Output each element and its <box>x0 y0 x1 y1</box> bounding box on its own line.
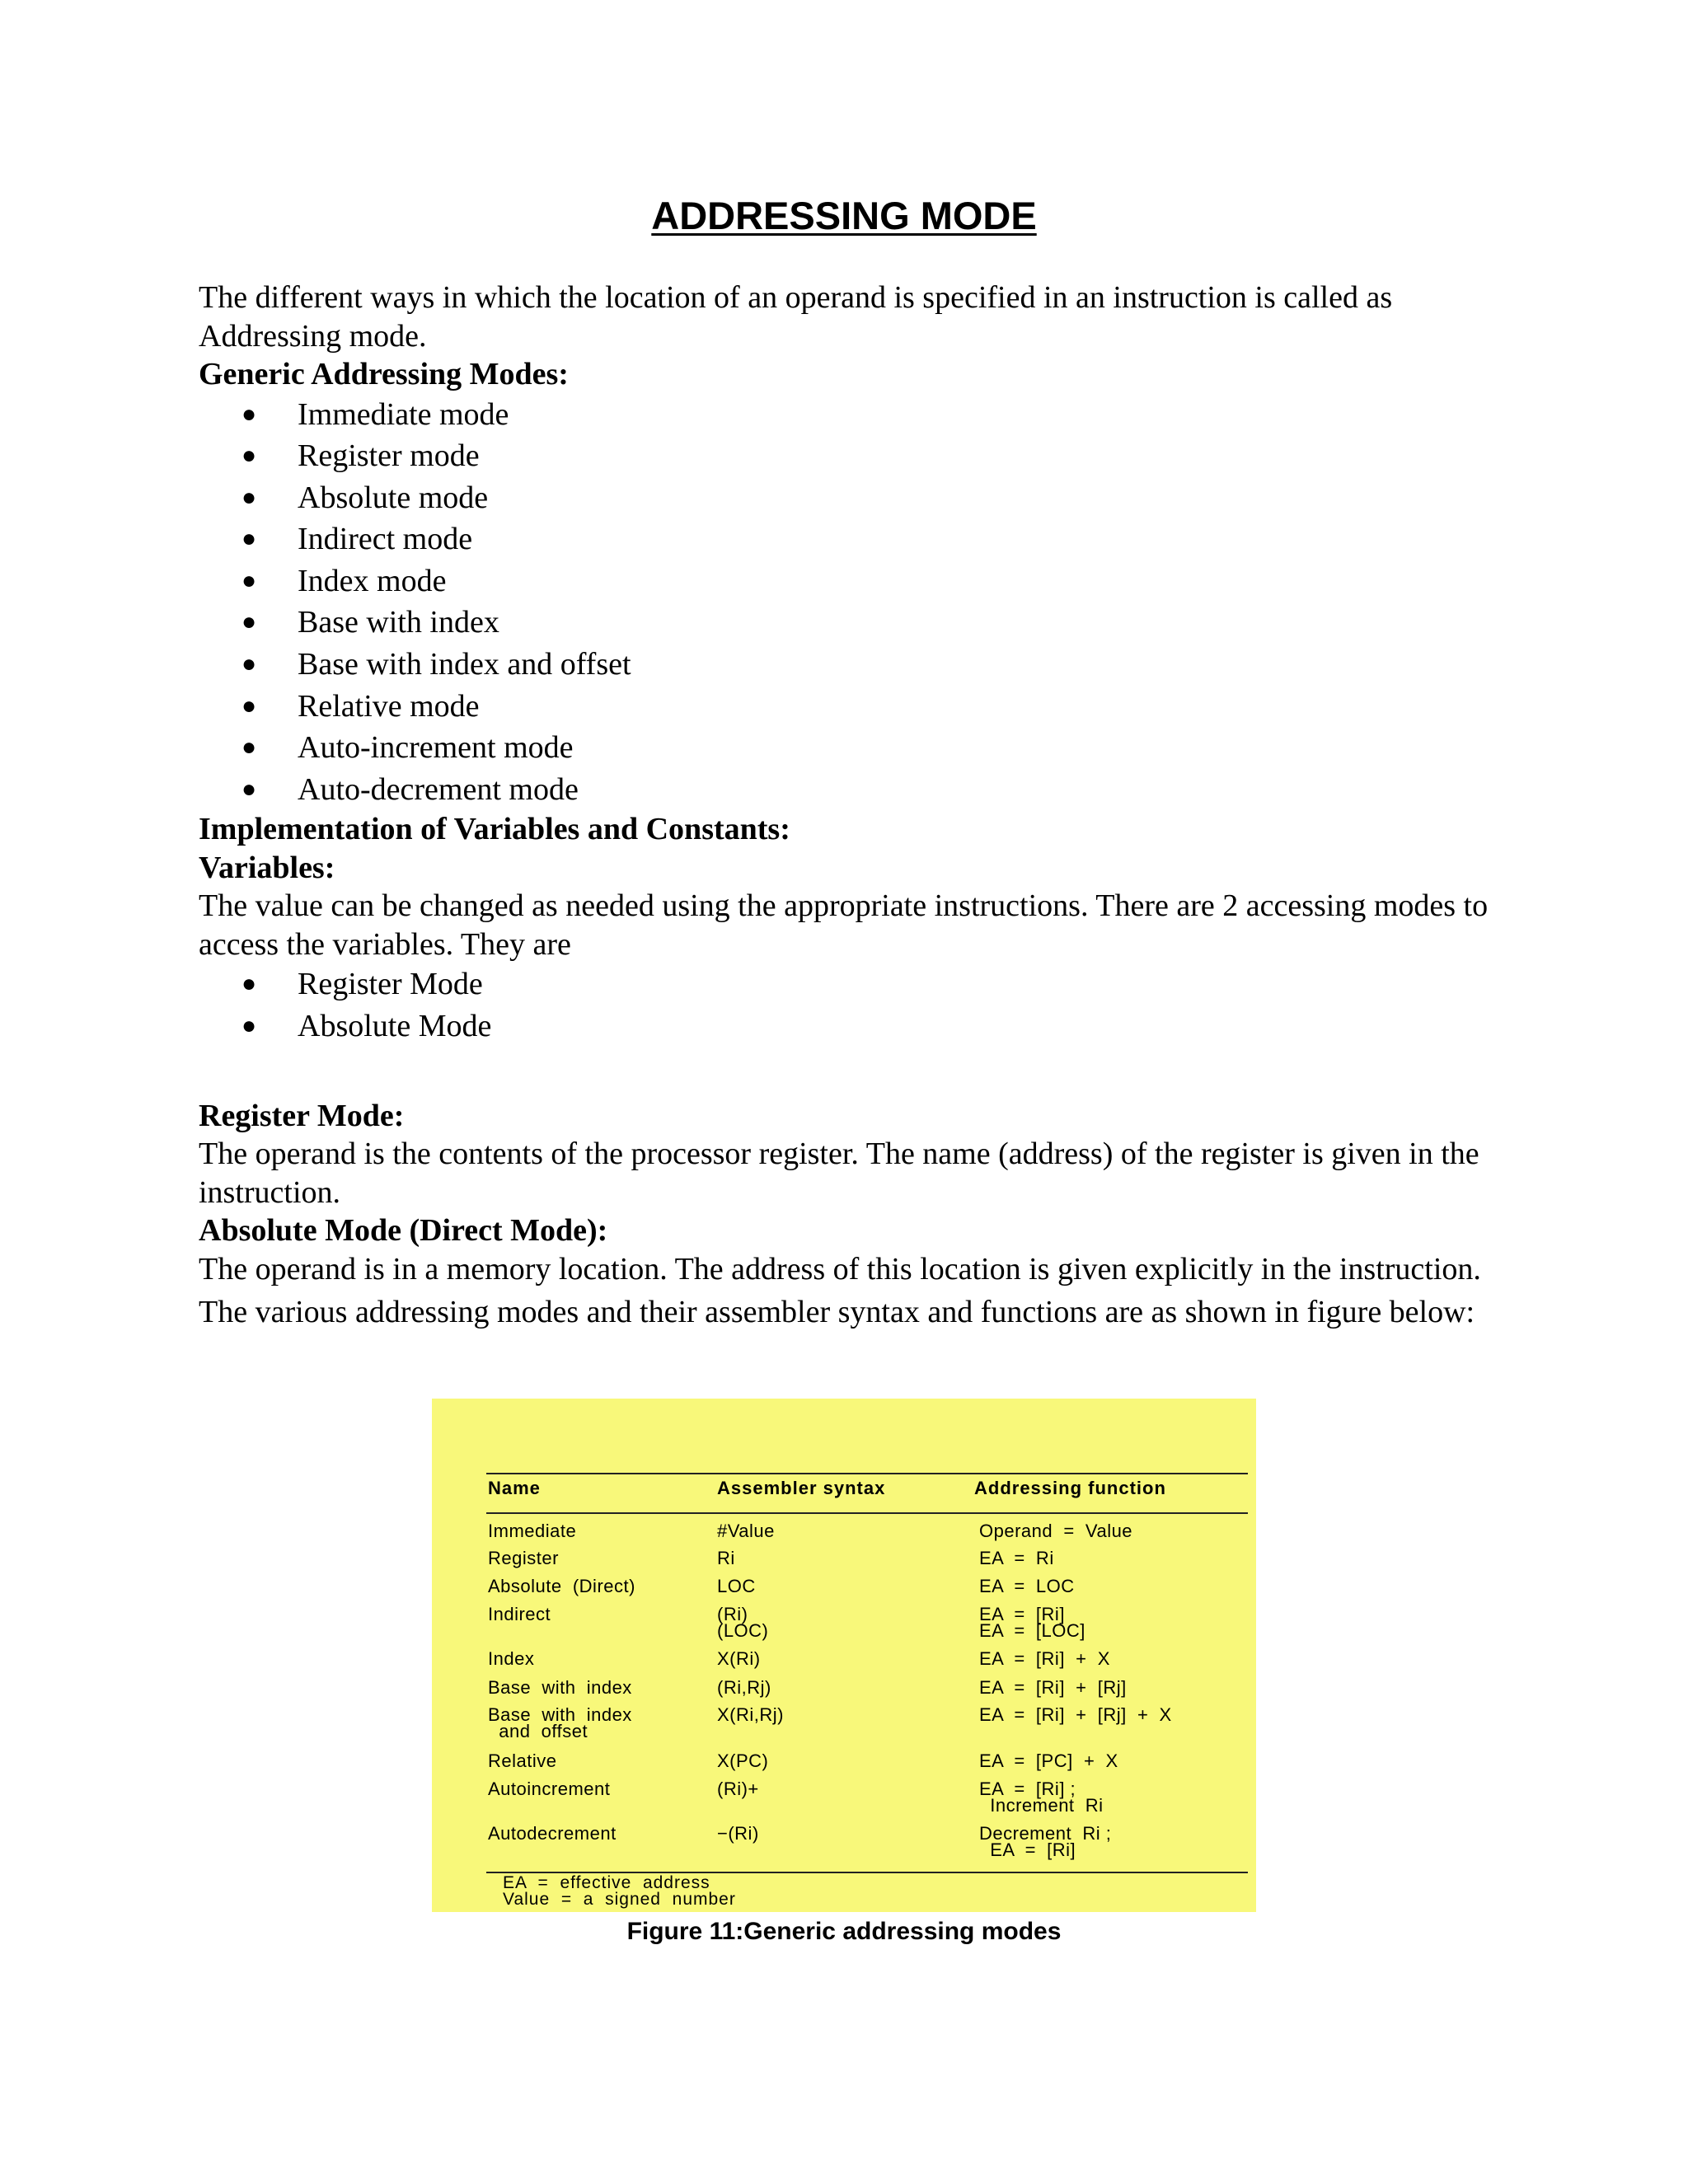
table-header-syntax: Assembler syntax <box>717 1478 886 1498</box>
list-item: ● Register mode <box>199 435 1493 477</box>
document-body <box>199 279 1493 1332</box>
list-item: ● Relative mode <box>199 686 1493 728</box>
implementation-heading: Implementation of Variables and Constants: <box>199 812 790 847</box>
variables-heading: Variables: <box>199 850 335 885</box>
register-mode-paragraph: The operand is the contents of the processor register. The name (address) of the register is given in the instruction. <box>199 1137 1479 1210</box>
intro-paragraph: The different ways in which the location of an operand is specified in an instruction is called as Addressing mode. <box>199 280 1393 354</box>
bullet-icon: ● <box>241 733 257 762</box>
table-header-name: Name <box>488 1478 541 1498</box>
bullet-icon: ● <box>241 566 257 594</box>
variable-modes-list <box>199 963 1493 1047</box>
generic-modes-list <box>199 394 1493 811</box>
table-header-function: Addressing function <box>974 1478 1166 1498</box>
table-legend: EA = effective address Value = a signed number <box>503 1873 736 1909</box>
variables-paragraph: The value can be changed as needed using the appropriate instructions. There are 2 accessing modes to access the variables. They are <box>199 888 1489 962</box>
list-item: ● Base with index and offset <box>199 644 1493 686</box>
bullet-icon: ● <box>241 691 257 719</box>
list-item: ● Absolute Mode <box>199 1005 1493 1047</box>
figure-caption: Figure 11:Generic addressing modes <box>626 1918 1062 1945</box>
page-title: ADDRESSING MODE <box>651 194 1037 237</box>
bullet-icon: ● <box>241 400 257 428</box>
bullet-icon: ● <box>241 1012 257 1040</box>
bullet-icon: ● <box>241 525 257 553</box>
bullet-icon: ● <box>241 775 257 803</box>
bullet-icon: ● <box>241 970 257 998</box>
figure-intro-paragraph: The various addressing modes and their assembler syntax and functions are as shown in figure below: <box>199 1295 1475 1330</box>
addressing-modes-figure: Name Assembler syntax Addressing function Immediate #Value Operand = Value Register Ri EA = Ri Absolute (Direct) LOC EA = LOC Indirect (Ri) (LOC) EA = [Ri] EA = [LOC] Index X(Ri) EA = [Ri] + X Base with index (Ri,Rj) EA = [Ri] + [Rj] Base with index and offset X(Ri,Rj) EA = [Ri] + [Rj] + X Relative X(PC) EA = [PC] + X Autoincrement (Ri)+ EA = [Ri] ; Increment Ri Autodecrement −(Ri) Decrement Ri ; EA = [Ri] EA = effective address Value = a signed number <box>432 1399 1256 1912</box>
list-item: ● Immediate mode <box>199 394 1493 436</box>
list-item: ● Register Mode <box>199 963 1493 1005</box>
list-item: ● Base with index <box>199 602 1493 644</box>
generic-modes-heading: Generic Addressing Modes: <box>199 357 569 391</box>
bullet-icon: ● <box>241 442 257 470</box>
absolute-mode-paragraph: The operand is in a memory location. The address of this location is given explicitly in the instruction. <box>199 1251 1481 1286</box>
list-item: ● Absolute mode <box>199 477 1493 519</box>
list-item: ● Indirect mode <box>199 518 1493 560</box>
list-item: ● Auto-decrement mode <box>199 769 1493 811</box>
table-header-rule <box>486 1512 1248 1514</box>
register-mode-heading: Register Mode: <box>199 1098 405 1133</box>
bullet-icon: ● <box>241 483 257 511</box>
list-item: ● Auto-increment mode <box>199 727 1493 769</box>
list-item: ● Index mode <box>199 560 1493 602</box>
absolute-mode-heading: Absolute Mode (Direct Mode): <box>199 1213 608 1249</box>
bullet-icon: ● <box>241 608 257 636</box>
table-top-rule <box>486 1473 1248 1474</box>
bullet-icon: ● <box>241 650 257 678</box>
